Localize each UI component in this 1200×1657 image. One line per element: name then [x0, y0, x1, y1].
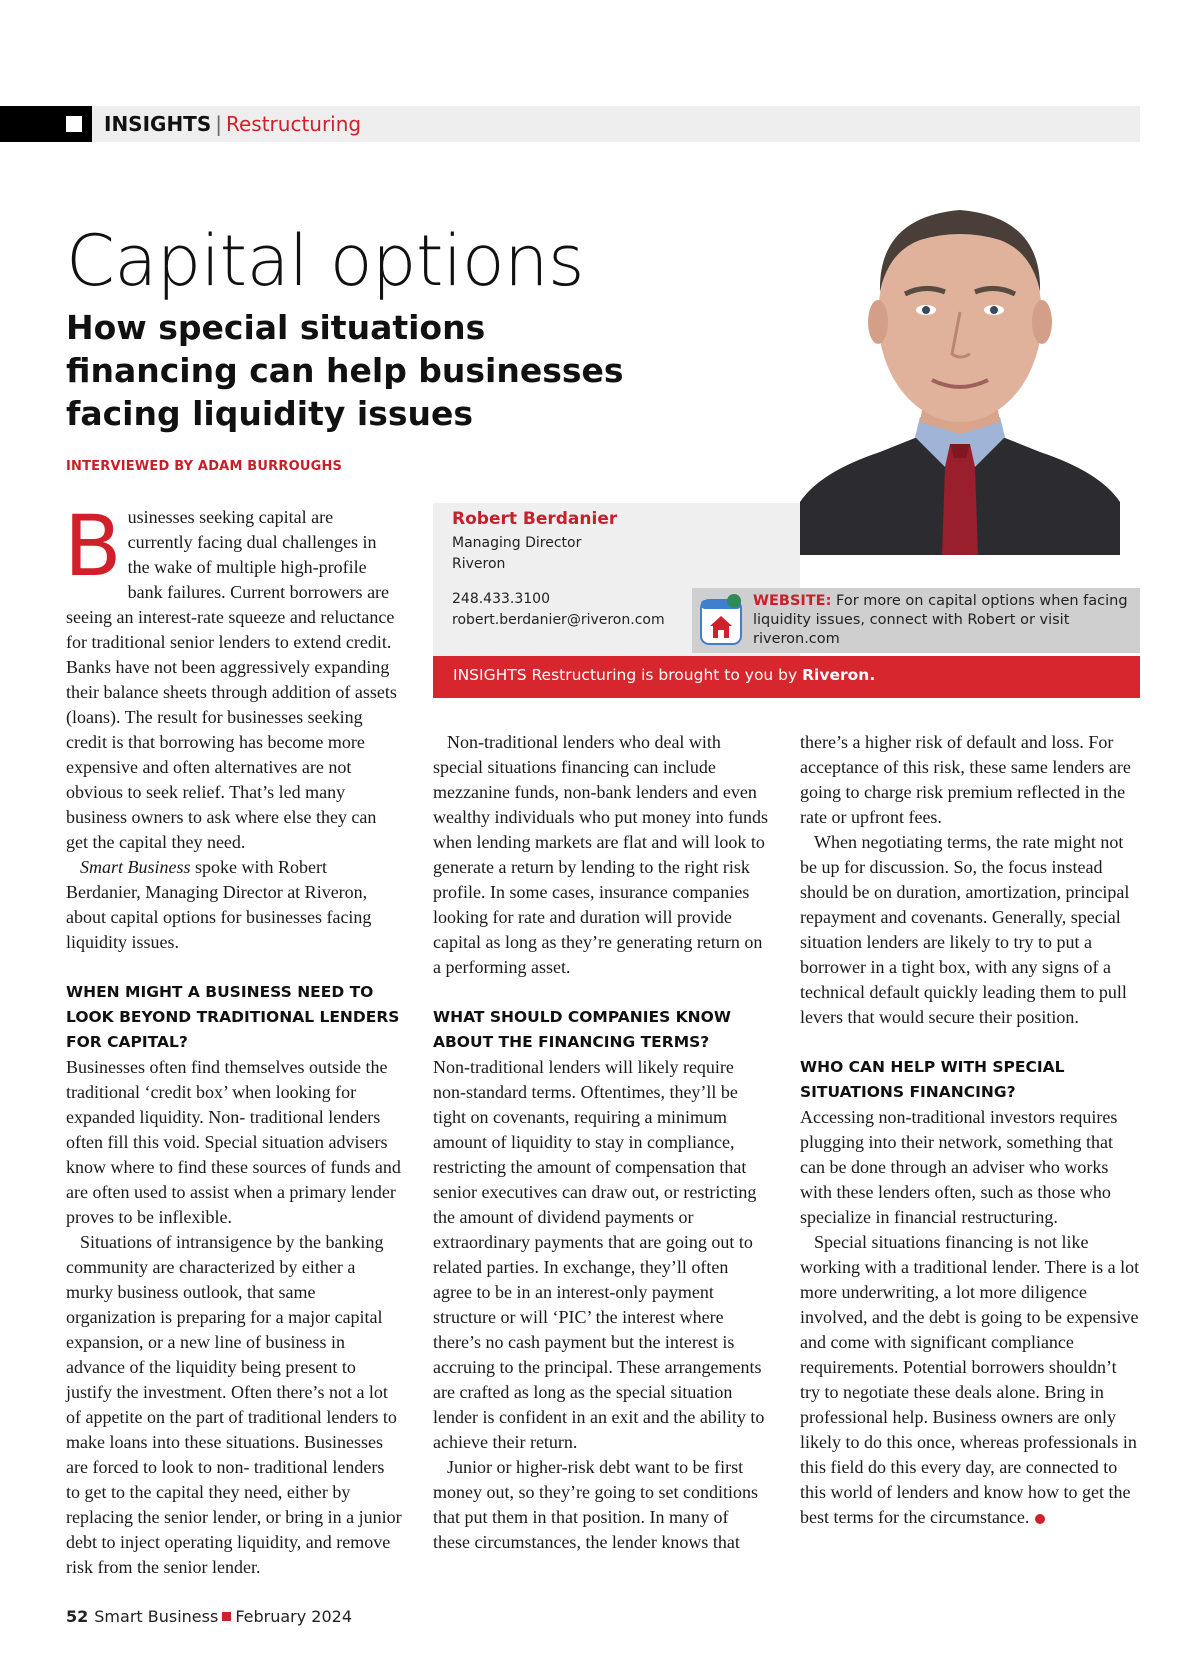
intro-paragraph	[64, 497, 402, 855]
answer-2-paragraph-1: Non-traditional lenders will likely require non-standard terms. Oftentimes, they’ll be tight on covenants, requiring a minimum amount of liquidity to stay in compliance, restricting the amount of compensation that senior executives can draw out, or restricting the amount of dividend payments or extraordinary payments that are going out to related parties. In exchange, they’ll often agree to be in an interest-only payment structure or will ‘PIC’ the interest where there’s no cash payment but the interest is accruing to the principal. These arrangements are crafted as long as the special situation lender is confident in an exit and the ability to achieve their return.	[433, 1057, 765, 1452]
square-icon	[66, 116, 82, 132]
answer-3-paragraph-2	[800, 1230, 1140, 1530]
contact-phone[interactable]: 248.433.3100	[452, 591, 550, 607]
article-byline: INTERVIEWED BY ADAM BURROUGHS	[66, 459, 343, 474]
publication-name: Smart Business	[80, 857, 191, 877]
website-callout	[753, 592, 1138, 649]
dropcap: B	[64, 497, 122, 595]
section-label	[104, 112, 361, 136]
page-footer	[66, 1607, 352, 1626]
question-3-heading: WHO CAN HELP WITH SPECIAL SITUATIONS FINANCING?	[800, 1058, 1065, 1101]
question-2-heading: WHAT SHOULD COMPANIES KNOW ABOUT THE FINANCING TERMS?	[433, 1008, 731, 1051]
contact-email[interactable]: robert.berdanier@riveron.com	[452, 612, 665, 628]
article-column-3	[800, 730, 1140, 1530]
section-header-bar	[0, 106, 1140, 142]
question-1-heading: WHEN MIGHT A BUSINESS NEED TO LOOK BEYOND TRADITIONAL LENDERS FOR CAPITAL?	[66, 983, 400, 1051]
end-mark-icon	[1035, 1514, 1045, 1524]
article-column-2	[433, 730, 769, 1555]
website-text[interactable]: For more on capital options when facing liquidity issues, connect with Robert or visit riveron.com	[753, 593, 1128, 647]
answer-1-paragraph-3: Non-traditional lenders who deal with special situations financing can include mezzanine funds, non-bank lenders and even wealthy individuals who put money into funds when lending markets are flat and will look to generate a return by lending to the right risk profile. In some cases, insurance companies looking for rate and duration will provide capital as long as they’re generating return on a performing asset.	[433, 732, 768, 977]
article-subtitle: How special situations financing can help businesses facing liquidity issues	[66, 308, 624, 433]
answer-1-paragraph-2: Situations of intransigence by the banking community are characterized by either a murky business outlook, that same organization is preparing for a major capital expansion, or a new line of business in advance of the liquidity being present to justify the investment. Often there’s not a lot of appetite on the part of traditional lenders to make loans into these situations. Businesses are forced to look to non- traditional lenders to get to the capital they need, either by replacing the senior lender, or bring in a junior debt to inject operating liquidity, and remove risk from the senior lender.	[66, 1232, 402, 1577]
section-category: Restructuring	[225, 112, 362, 136]
section-separator: |	[215, 112, 222, 136]
article-column-1	[64, 497, 402, 1580]
answer-2-paragraph-2: Junior or higher-risk debt want to be first money out, so they’re going to set conditions that put them in that position. In many of these circumstances, the lender knows that	[433, 1457, 758, 1552]
page-number: 52	[66, 1607, 89, 1626]
footer-square-icon	[222, 1612, 231, 1621]
section-name: INSIGHTS	[104, 112, 212, 136]
intro-text: usinesses seeking capital are currently facing dual challenges in the wake of multiple high-profile bank failures. Current borrowers are seeing an interest-rate squeeze and reluctance for traditional senior lenders to extend credit. Banks have not been aggressively expanding their balance sheets through addition of assets (loans). The result for businesses seeking credit is that borrowing has become more expensive and often alternatives are not obvious to seek relief. That’s led many business owners to ask where else they can get the capital they need.	[66, 507, 397, 852]
website-icon	[698, 592, 744, 648]
intro-paragraph-2	[66, 855, 402, 955]
sponsor-line	[453, 666, 875, 684]
answer-3-paragraph-1: Accessing non-traditional investors requires plugging into their network, something that can be done through an adviser who works with these lenders often, such as those who specialize in financial restructuring.	[800, 1107, 1118, 1227]
article-title: Capital options	[66, 220, 585, 302]
footer-publication: Smart Business	[94, 1607, 219, 1626]
portrait-photo	[800, 182, 1120, 555]
website-label: WEBSITE:	[753, 593, 832, 609]
footer-date: February 2024	[235, 1607, 353, 1626]
answer-1-paragraph-1: Businesses often find themselves outside the traditional ‘credit box’ when looking for expanded liquidity. Non- traditional lenders often fill this void. Special situation advisers know where to find these sources of funds and are often used to assist when a primary lender proves to be inflexible.	[66, 1057, 401, 1227]
sponsor-brand: Riveron.	[802, 666, 876, 684]
contact-title: Managing Director	[452, 535, 582, 551]
answer-3-paragraph-2-text: Special situations financing is not like working with a traditional lender. There is a lot more underwriting, a lot more diligence involved, and the debt is going to be expensive and come with significant compliance requirements. Potential borrowers shouldn’t try to negotiate these deals alone. Bring in professional help. Business owners are only likely to do this once, whereas professionals in this field do this every day, are connected to this world of lenders and know how to get the best terms for the circumstance.	[800, 1232, 1140, 1527]
answer-2-paragraph-4: When negotiating terms, the rate might not be up for discussion. So, the focus instead should be on duration, amortization, principal repayment and covenants. Generally, special situation lenders are likely to try to put a borrower in a tight box, with any signs of a technical default quickly leading them to pull levers that would secure their position.	[800, 832, 1130, 1027]
contact-name: Robert Berdanier	[452, 509, 618, 529]
sponsor-text: INSIGHTS Restructuring is brought to you by	[453, 666, 798, 684]
intro2-text: spoke with Robert Berdanier, Managing Director at Riveron, about capital options for businesses facing liquidity issues.	[66, 857, 372, 952]
contact-company: Riveron	[452, 556, 506, 572]
answer-2-paragraph-3: there’s a higher risk of default and loss. For acceptance of this risk, these same lenders are going to charge risk premium reflected in the rate or upfront fees.	[800, 732, 1131, 827]
